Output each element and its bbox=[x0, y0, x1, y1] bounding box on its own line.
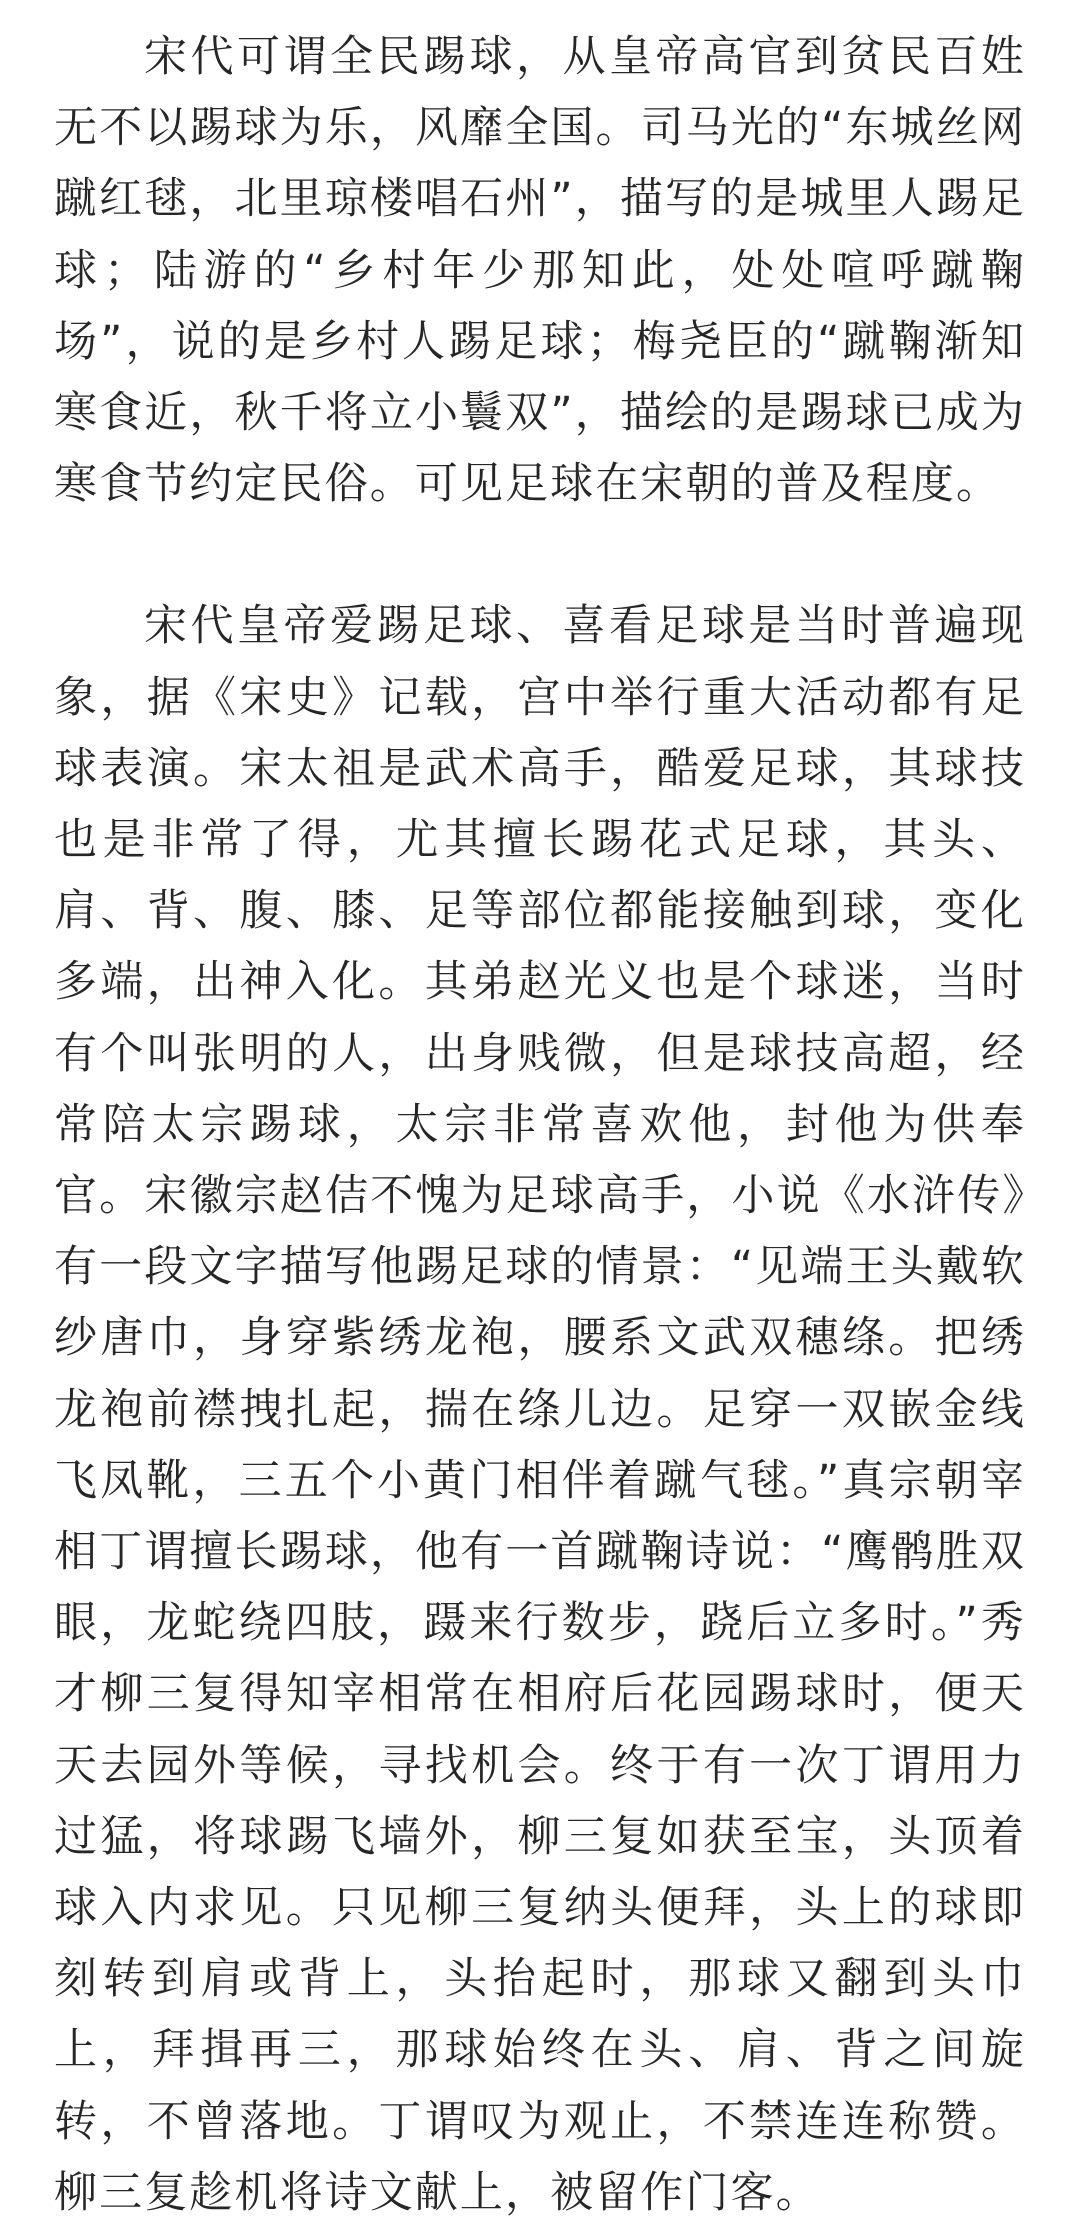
paragraph-song-dynasty-football-popularity: 宋代可谓全民踢球，从皇帝高官到贫民百姓无不以踢球为乐，风靡全国。司马光的“东城丝网蹴红毬，北里琼楼唱石州”，描写的是城里人踢足球；陆游的“乡村年少那知此，处处喧呼蹴鞠场”，说的是乡村人踢足球；梅尧臣的“蹴鞠渐知寒食近，秋千将立小鬟双”，描绘的是踢球已成为寒食节约定民俗。可见足球在宋朝的普及程度。 bbox=[54, 32, 1026, 510]
paragraph-song-emperors-football: 宋代皇帝爱踢足球、喜看足球是当时普遍现象，据《宋史》记载，宫中举行重大活动都有足球表演。宋太祖是武术高手，酷爱足球，其球技也是非常了得，尤其擅长踢花式足球，其头、肩、背、腹、膝、足等部位都能接触到球，变化多端，出神入化。其弟赵光义也是个球迷，当时有个叫张明的人，出身贱微，但是球技高超，经常陪太宗踢球，太宗非常喜欢他，封他为供奉官。宋徽宗赵佶不愧为足球高手，小说《水浒传》有一段文字描写他踢足球的情景：“见端王头戴软纱唐巾，身穿紫绣龙袍，腰系文武双穗绦。把绣龙袍前襟拽扎起，揣在绦儿边。足穿一双嵌金线飞凤靴，三五个小黄门相伴着蹴气毬。”真宗朝宰相丁谓擅长踢球，他有一首蹴鞠诗说：“鹰鹘胜双眼，龙蛇绕四肢，蹑来行数步，跷后立多时。”秀才柳三复得知宰相常在相府后花园踢球时，便天天去园外等候，寻找机会。终于有一次丁谓用力过猛，将球踢飞墙外，柳三复如获至宝，头顶着球入内求见。只见柳三复纳头便拜，头上的球即刻转到肩或背上，头抬起时，那球又翻到头巾上，拜揖再三，那球始终在头、肩、背之间旋转，不曾落地。丁谓叹为观止，不禁连连称赞。柳三复趁机将诗文献上，被留作门客。 bbox=[54, 601, 1026, 2218]
article-body bbox=[54, 22, 1026, 2229]
